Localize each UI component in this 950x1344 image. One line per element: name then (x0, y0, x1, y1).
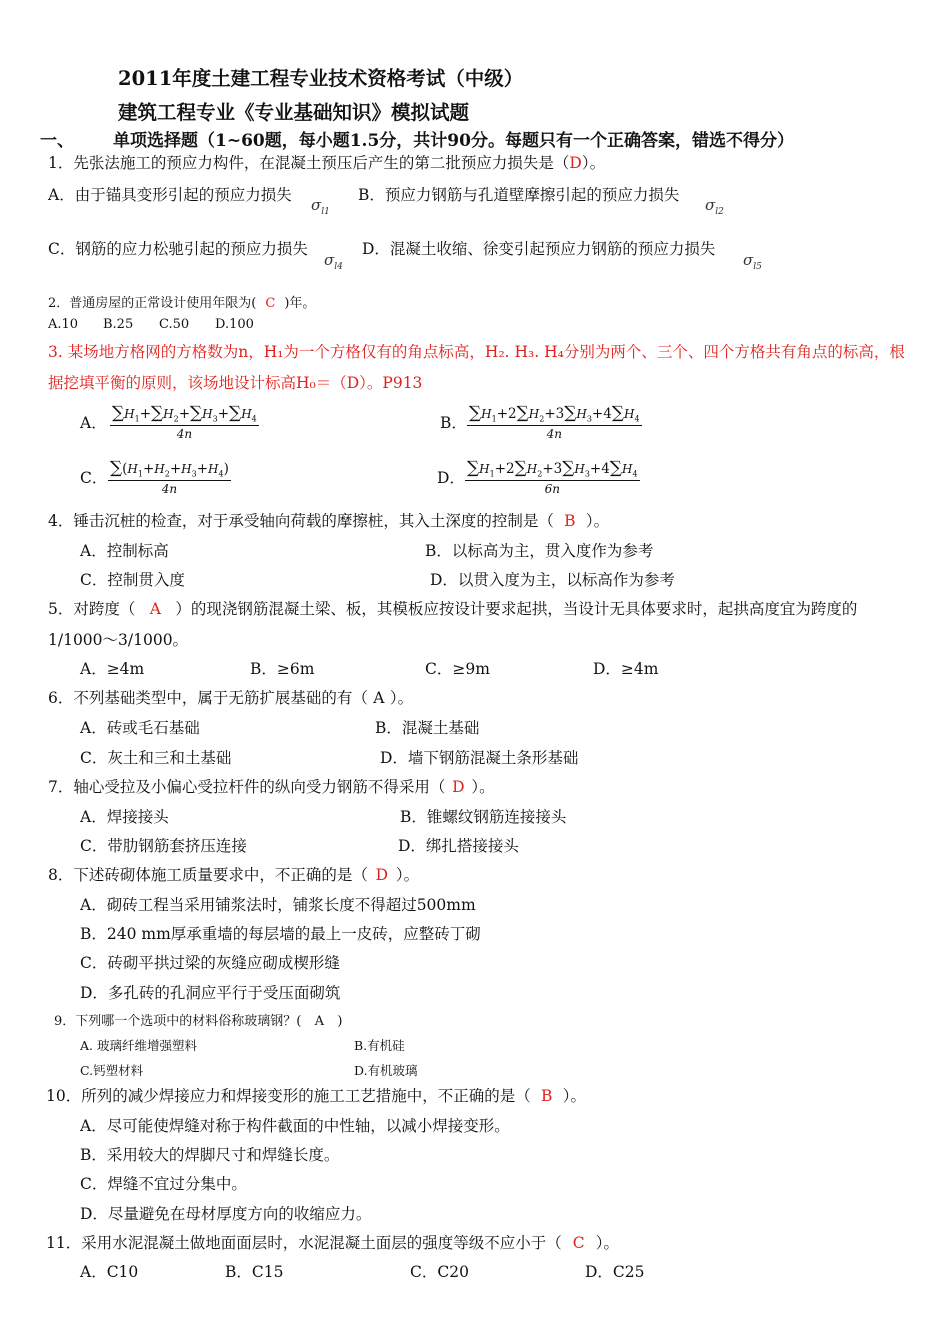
q3-option-b-label: B． (440, 414, 467, 432)
q11-option-a: A．C10 (80, 1263, 139, 1281)
exam-subtitle: 建筑工程专业《专业基础知识》模拟试题 (118, 101, 470, 124)
question-stem-end: ）。 (389, 689, 414, 707)
q5-option-a: A．≥4m (80, 660, 145, 678)
answer-mark: C (265, 296, 276, 311)
answer-mark: A (149, 600, 161, 618)
q7-option-c: C．带肋钢筋套挤压连接 (80, 837, 247, 855)
answer-mark: B (564, 512, 576, 530)
q7-option-a: A．焊接接头 (80, 808, 169, 826)
question-stem: 11．采用水泥混凝土做地面面层时，水泥混凝土面层的强度等级不应小于（ (46, 1234, 562, 1252)
question-7 (48, 775, 495, 797)
question-stem: 5．对跨度（ (48, 600, 136, 618)
q1-option-b: B．预应力钢筋与孔道壁摩擦引起的预应力损失 (358, 186, 680, 204)
question-2 (48, 292, 315, 311)
question-5 (48, 597, 857, 619)
question-4 (48, 509, 609, 531)
question-stem-end: ）。 (585, 512, 610, 530)
q11-option-d: D．C25 (585, 1263, 645, 1281)
section-number: 一、 (40, 131, 74, 151)
question-stem-end: ）。 (395, 866, 420, 884)
question-stem-end: )年。 (284, 296, 316, 311)
question-6 (48, 686, 413, 708)
q10-option-d: D．尽量避免在母材厚度方向的收缩应力。 (80, 1205, 372, 1223)
exam-title: 2011年度土建工程专业技术资格考试（中级） (118, 67, 524, 90)
q1-option-c: C．钢筋的应力松驰引起的预应力损失 (48, 240, 308, 258)
q8-option-a: A．砌砖工程当采用铺浆法时，铺浆长度不得超过500mm (80, 896, 476, 914)
q5-option-b: B．≥6m (250, 660, 315, 678)
answer-mark: D (452, 778, 465, 796)
q6-option-a: A．砖或毛石基础 (80, 719, 200, 737)
q1-option-d: D．混凝土收缩、徐变引起预应力钢筋的预应力损失 (362, 240, 716, 258)
q2-option-b: B.25 (103, 317, 134, 332)
q6-option-d: D．墙下钢筋混凝土条形基础 (380, 749, 579, 767)
q9-option-d: D.有机玻璃 (354, 1063, 418, 1078)
q10-option-a: A．尽可能使焊缝对称于构件截面的中性轴，以减小焊接变形。 (80, 1117, 510, 1135)
question-stem-end: ）的现浇钢筋混凝土梁、板，其模板应按设计要求起拱，当设计无具体要求时，起拱高度宜为跨度的 (175, 600, 858, 618)
sigma-symbol: $\sigma_{l4}$ (324, 251, 343, 272)
q9-option-b: B.有机硅 (354, 1038, 405, 1053)
question-stem: 2．普通房屋的正常设计使用年限为( (48, 296, 257, 311)
q3-option-d-label: D． (437, 469, 465, 487)
q3-option-c-label: C． (80, 469, 108, 487)
question-3-line1: 3. 某场地方格网的方格数为n，H₁为一个方格仅有的角点标高，H₂. H₃. H₄分别为两个、三个、四个方格共有角点的标高，根 (48, 343, 905, 361)
q9-option-c: C.钙塑材料 (80, 1063, 144, 1078)
q4-option-a: A．控制标高 (80, 542, 169, 560)
answer-mark: A (373, 689, 385, 707)
q11-option-c: C．C20 (410, 1263, 469, 1281)
sigma-symbol: $\sigma_{l5}$ (743, 251, 762, 272)
question-9 (54, 1010, 342, 1029)
q9-option-a: A. 玻璃纤维增强塑料 (80, 1038, 197, 1053)
question-stem: 4．锤击沉桩的检查，对于承受轴向荷载的摩擦桩，其入土深度的控制是（ (48, 512, 554, 530)
question-stem-end: ）。 (562, 1087, 586, 1105)
answer-mark: C (572, 1234, 585, 1252)
q3-formula-d: $\frac{\sum H_1+2\sum H_2+3\sum H_3+4\sum H_4}{6n}$ (467, 458, 638, 496)
question-stem: 8．下述砖砌体施工质量要求中，不正确的是（ (48, 866, 368, 884)
question-stem-end: ) (337, 1014, 343, 1029)
question-11 (46, 1231, 619, 1253)
question-8 (48, 863, 419, 885)
q4-option-b: B．以标高为主，贯入度作为参考 (425, 542, 654, 560)
section-instructions: 单项选择题（1~60题，每小题1.5分，共计90分。每题只有一个正确答案，错选不得分） (113, 131, 794, 151)
q3-formula-a: $\frac{\sum H_1+\sum H_2+\sum H_3+\sum H_4}{4n}$ (112, 403, 257, 441)
question-stem: 9．下列哪一个选项中的材料俗称玻璃钢？( (54, 1014, 302, 1029)
q5-option-c: C．≥9m (425, 660, 490, 678)
question-stem-end: ）。 (595, 1234, 619, 1252)
q3-formula-b: $\frac{\sum H_1+2\sum H_2+3\sum H_3+4\sum H_4}{4n}$ (469, 403, 640, 441)
q7-option-d: D．绑扎搭接接头 (398, 837, 519, 855)
q7-option-b: B．锥螺纹钢筋连接接头 (400, 808, 567, 826)
q2-option-d: D.100 (215, 317, 254, 332)
answer-mark: A (314, 1014, 325, 1029)
answer-mark: D (375, 866, 389, 884)
q8-option-b: B．240 mm厚承重墙的每层墙的最上一皮砖，应整砖丁砌 (80, 925, 481, 943)
sigma-symbol: $\sigma_{l2}$ (705, 196, 724, 217)
answer-mark: B (541, 1087, 553, 1105)
sigma-symbol: $\sigma_{l1}$ (311, 196, 330, 217)
question-stem-end: ）。 (471, 778, 495, 796)
question-stem: 6．不列基础类型中，属于无筋扩展基础的有（ (48, 689, 368, 707)
question-5-line2: 1/1000～3/1000。 (48, 631, 189, 649)
q4-option-d: D．以贯入度为主，以标高作为参考 (430, 571, 675, 589)
q2-option-c: C.50 (159, 317, 190, 332)
q8-option-d: D．多孔砖的孔洞应平行于受压面砌筑 (80, 984, 341, 1002)
q5-option-d: D．≥4m (593, 660, 659, 678)
question-stem: 7．轴心受拉及小偏心受拉杆件的纵向受力钢筋不得采用（ (48, 778, 446, 796)
q4-option-c: C．控制贯入度 (80, 571, 185, 589)
q6-option-b: B．混凝土基础 (375, 719, 480, 737)
q8-option-c: C．砖砌平拱过梁的灰缝应砌成楔形缝 (80, 954, 340, 972)
q10-option-c: C．焊缝不宜过分集中。 (80, 1175, 247, 1193)
q2-option-a: A.10 (48, 317, 79, 332)
q10-option-b: B．采用较大的焊脚尺寸和焊缝长度。 (80, 1146, 340, 1164)
q11-option-b: B．C15 (225, 1263, 284, 1281)
q1-option-a: A．由于锚具变形引起的预应力损失 (48, 186, 292, 204)
q6-option-c: C．灰土和三和土基础 (80, 749, 232, 767)
q3-option-a-label: A． (80, 414, 107, 432)
question-stem: 10．所列的减少焊接应力和焊接变形的施工工艺措施中，不正确的是（ (46, 1087, 531, 1105)
question-stem-end: ）。 (581, 154, 606, 172)
question-stem: 1．先张法施工的预应力构件，在混凝土预压后产生的第二批预应力损失是（ (48, 154, 570, 172)
question-1 (48, 151, 605, 173)
q3-formula-c: $\frac{\sum(H_1+H_2+H_3+H_4)}{4n}$ (110, 458, 229, 496)
question-3-line2: 据挖填平衡的原则，该场地设计标高H₀＝（D）。P913 (48, 374, 423, 392)
answer-mark: D (569, 154, 582, 172)
question-10 (46, 1084, 586, 1106)
